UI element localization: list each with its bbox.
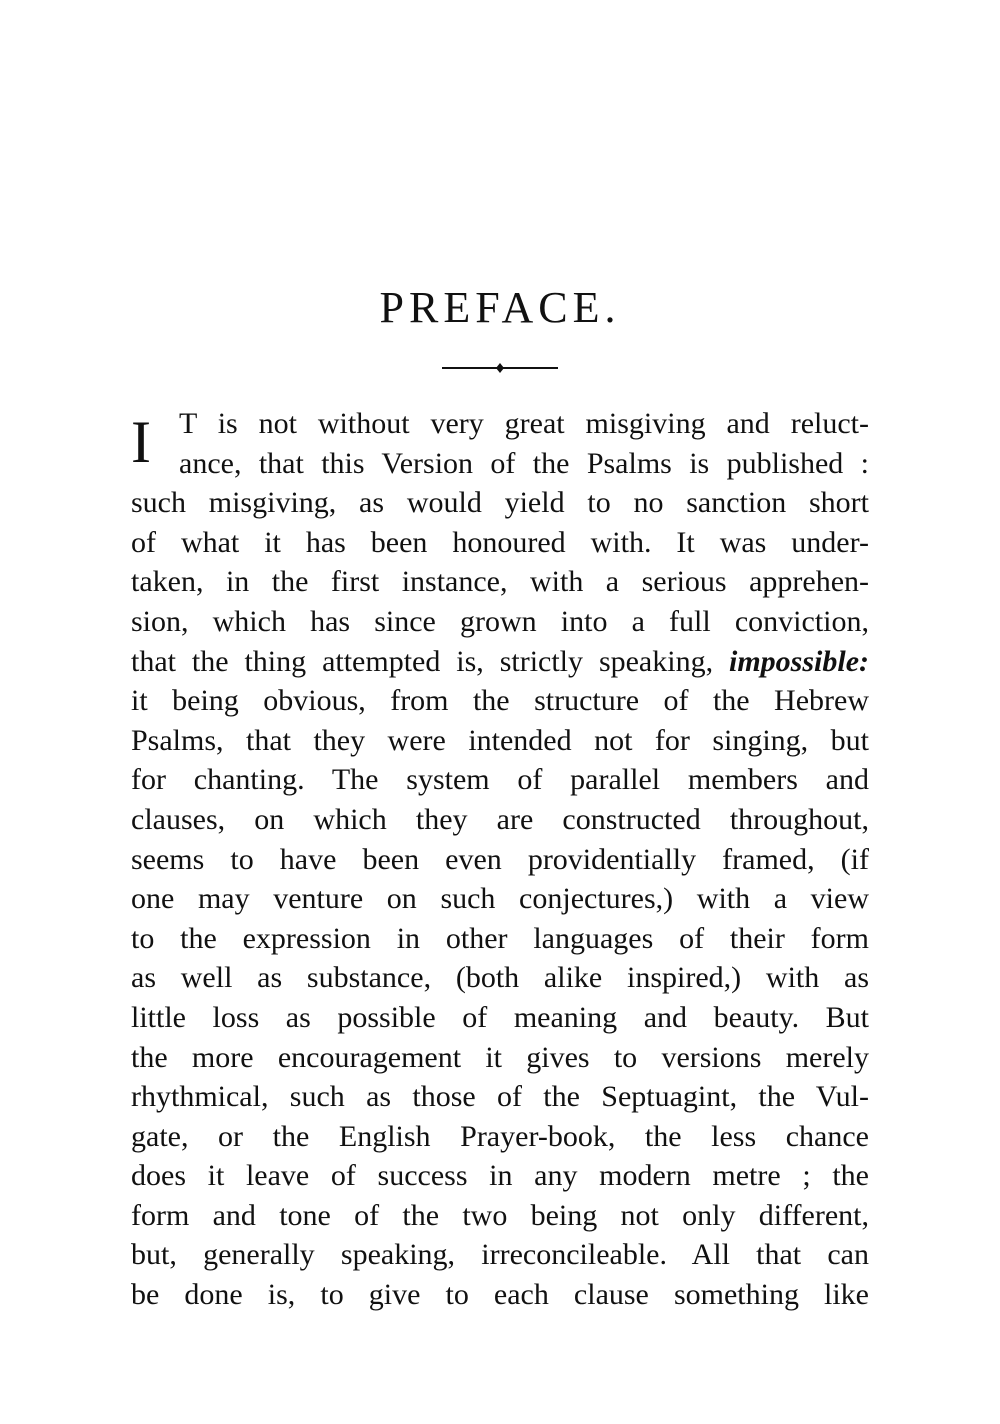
text-line-part: that the thing attempted is, strictly speaking, [131,644,714,678]
text-line: one may venture on such conjectures,) with a view [131,882,869,916]
emphasis-word: impossible: [729,644,870,678]
text-line: little loss as possible of meaning and beauty. But [131,1000,869,1034]
text-line: form and tone of the two being not only different, [131,1198,869,1232]
text-line: rhythmical, such as those of the Septuagint, the Vul- [131,1080,869,1114]
page-title: PREFACE. [379,283,621,332]
ornament-rule-icon [442,361,558,375]
text-line: of what it has been honoured with. It was under- [131,525,869,559]
text-line: to the expression in other languages of their form [131,921,869,955]
text-line: taken, in the first instance, with a serious apprehen- [131,565,869,599]
text-line: does it leave of success in any modern metre ; the [131,1159,869,1193]
text-line: T is not without very great misgiving and reluct- [179,407,869,440]
text-line: sion, which has since grown into a full conviction, [131,604,869,638]
text-line: the more encouragement it gives to versions merely [131,1040,869,1074]
text-line: ance, that this Version of the Psalms is published : [179,446,869,480]
preface-paragraph [131,404,869,1315]
text-line: be done is, to give to each clause something like [131,1278,869,1312]
text-line: it being obvious, from the structure of the Hebrew [131,684,869,718]
text-line: clauses, on which they are constructed throughout, [131,802,869,836]
text-line: seems to have been even providentially framed, (if [131,842,869,876]
text-line-with-emphasis [131,642,869,682]
text-line: but, generally speaking, irreconcileable. All that can [131,1238,869,1272]
text-line: gate, or the English Prayer-book, the less chance [131,1119,869,1153]
drop-cap: I [131,409,151,475]
text-line: Psalms, that they were intended not for singing, but [131,723,869,757]
text-line: for chanting. The system of parallel members and [131,763,869,797]
text-line: as well as substance, (both alike inspired,) with as [131,961,869,995]
text-line: such misgiving, as would yield to no sanction short [131,486,869,520]
